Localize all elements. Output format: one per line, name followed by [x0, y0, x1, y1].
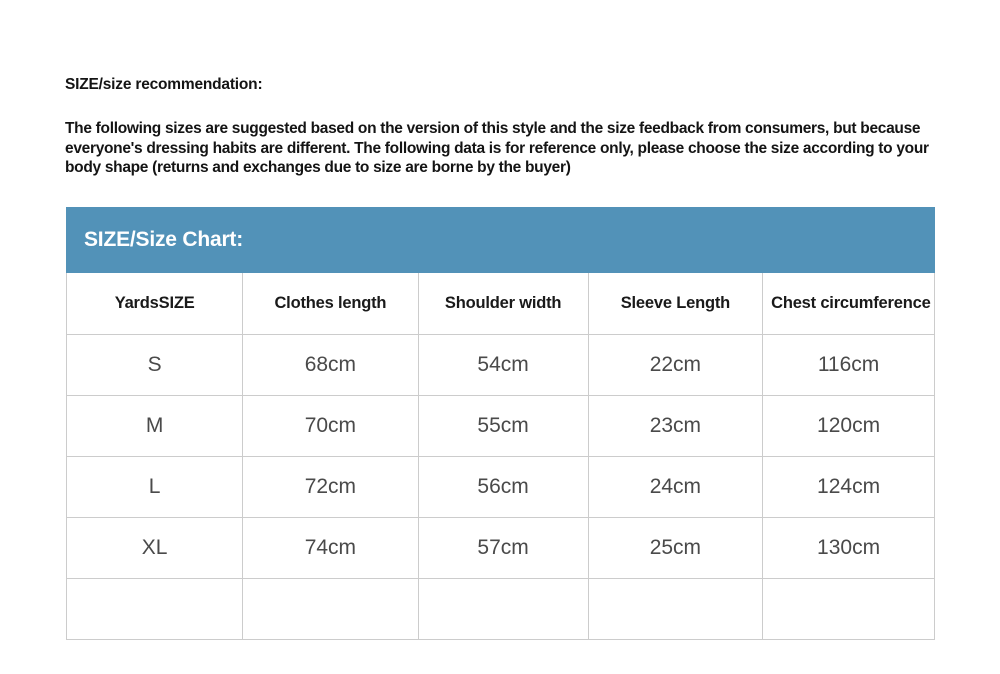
cell-shoulder-width: 57cm: [418, 517, 588, 578]
size-chart: [66, 207, 935, 640]
cell-yards-size: XL: [67, 517, 243, 578]
column-header-sleeve-length: Sleeve Length: [588, 273, 762, 334]
size-table: [66, 273, 935, 640]
cell-shoulder-width: 55cm: [418, 395, 588, 456]
cell-clothes-length: 70cm: [243, 395, 418, 456]
cell-sleeve-length: 25cm: [588, 517, 762, 578]
cell-sleeve-length: [588, 578, 762, 639]
column-header-clothes-length: Clothes length: [243, 273, 418, 334]
cell-chest-circumference: 120cm: [763, 395, 935, 456]
cell-sleeve-length: 24cm: [588, 456, 762, 517]
table-row: [67, 456, 935, 517]
page-title: SIZE/size recommendation:: [65, 76, 263, 93]
cell-clothes-length: 72cm: [243, 456, 418, 517]
cell-clothes-length: 74cm: [243, 517, 418, 578]
cell-chest-circumference: 130cm: [763, 517, 935, 578]
table-row: [67, 395, 935, 456]
table-row: [67, 334, 935, 395]
cell-yards-size: [67, 578, 243, 639]
size-chart-title: SIZE/Size Chart:: [84, 228, 243, 251]
table-row-empty: [67, 578, 935, 639]
column-header-chest-circumference: Chest circumference: [763, 273, 935, 334]
cell-shoulder-width: 56cm: [418, 456, 588, 517]
cell-chest-circumference: 124cm: [763, 456, 935, 517]
cell-sleeve-length: 22cm: [588, 334, 762, 395]
cell-clothes-length: [243, 578, 418, 639]
cell-chest-circumference: 116cm: [763, 334, 935, 395]
size-chart-title-bar: [66, 207, 935, 273]
size-disclaimer-text: The following sizes are suggested based on the version of this style and the size feedback from consumers, but because everyone's dressing habits are different. The following data is for reference only, please choose the size according to your body shape (returns and exchanges due to size are borne by the buyer): [65, 120, 929, 176]
cell-shoulder-width: [418, 578, 588, 639]
cell-yards-size: S: [67, 334, 243, 395]
column-header-yards-size: YardsSIZE: [67, 273, 243, 334]
cell-sleeve-length: 23cm: [588, 395, 762, 456]
column-header-shoulder-width: Shoulder width: [418, 273, 588, 334]
cell-shoulder-width: 54cm: [418, 334, 588, 395]
cell-yards-size: L: [67, 456, 243, 517]
cell-chest-circumference: [763, 578, 935, 639]
table-header-row: [67, 273, 935, 334]
table-row: [67, 517, 935, 578]
cell-clothes-length: 68cm: [243, 334, 418, 395]
cell-yards-size: M: [67, 395, 243, 456]
